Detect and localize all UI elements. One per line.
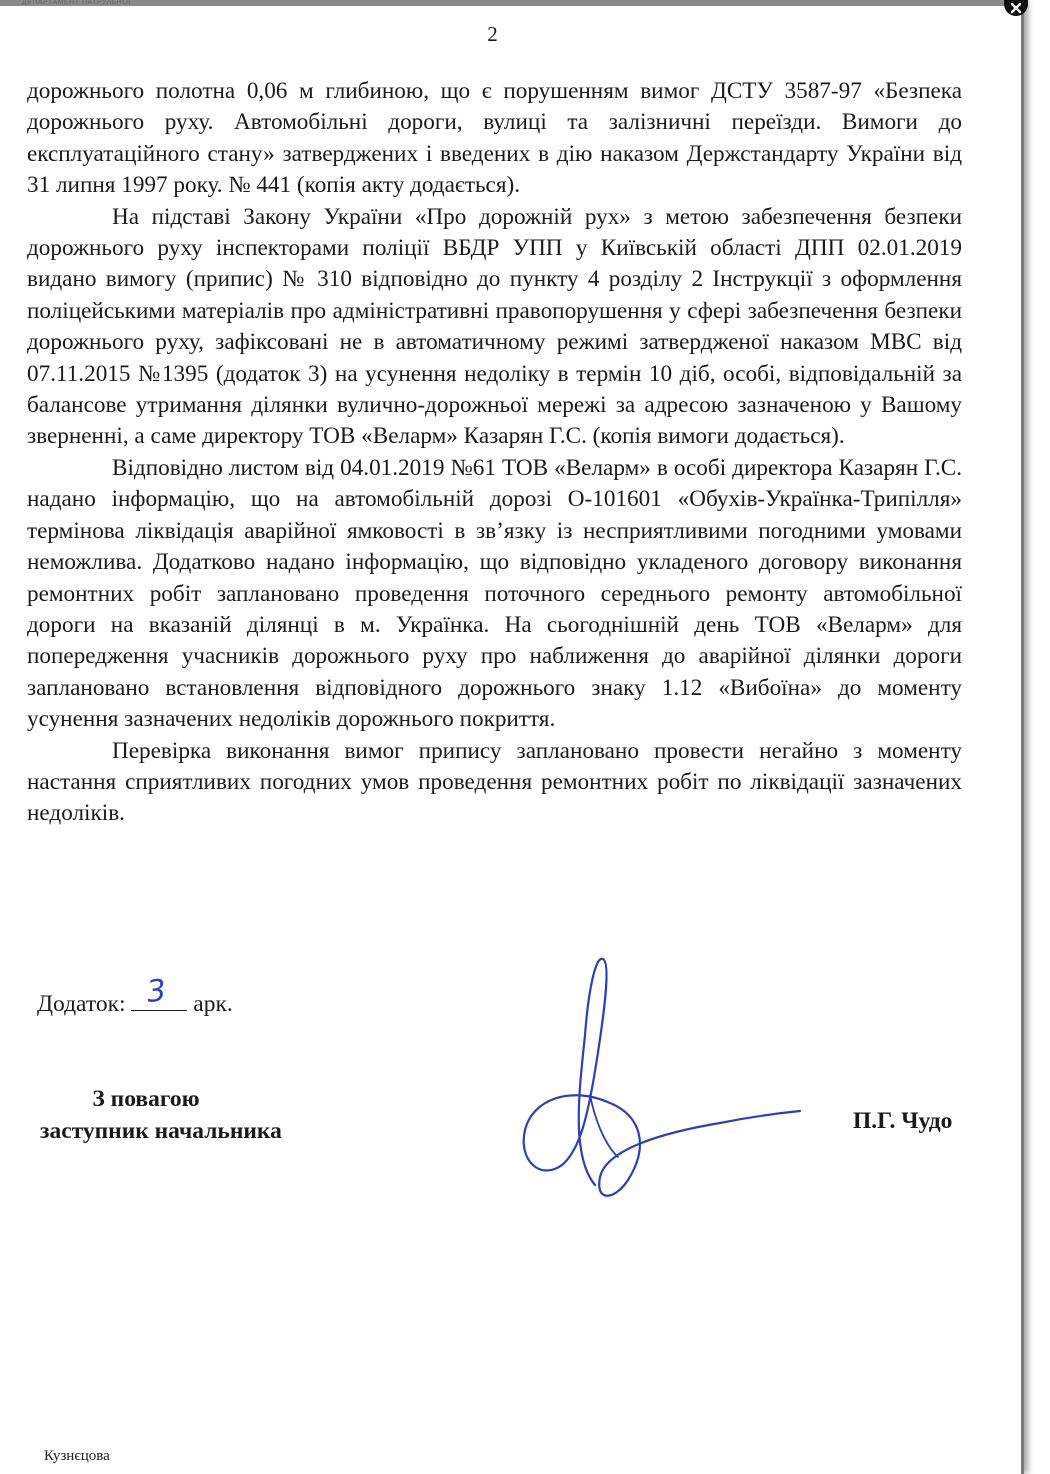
- closing-block: [40, 1083, 282, 1147]
- signer-name: П.Г. Чудо: [853, 1108, 953, 1134]
- signature-mark: [500, 945, 810, 1225]
- header-crumb: ДЕПАРТАМЕНТ ПАТРУЛЬНОЇ: [22, 0, 131, 6]
- close-icon: [1010, 2, 1022, 14]
- top-toolbar-strip: [0, 0, 1024, 6]
- page-number: 2: [487, 22, 498, 46]
- attachment-unit: арк.: [193, 991, 233, 1017]
- attachment-label: Додаток:: [37, 991, 126, 1017]
- attachment-count-blank: [131, 973, 187, 1011]
- paragraph-2: На підставі Закону України «Про дорожній рух» з метою забезпечення безпеки дорожнього руху інспекторами поліції ВБДР УПП у Київській області ДПП 02.01.2019 видано вимогу (припис) № 310 відповідно до пункту 4 розділу 2 Інструкції з оформлення поліцейськими матеріалів про адміністративні правопорушення у сфері забезпечення безпеки дорожнього руху, зафіксовані не в автоматичному режимі затвердженої наказом МВС від 07.11.2015 №1395 (додаток 3) на усунення недоліку в термін 10 діб, особі, відповідальній за балансове утримання ділянки вулично-дорожньої мережі за адресою зазначеною у Вашому зверненні, а саме директору ТОВ «Веларм» Казарян Г.С. (копія вимоги додається).: [27, 203, 962, 450]
- document-body: [27, 76, 962, 830]
- paragraph-3: Відповідно листом від 04.01.2019 №61 ТОВ «Веларм» в особі директора Казарян Г.С. надано інформацію, що на автомобільній дорозі О-101601 «Обухів-Українка-Трипілля» термінова ліквідація аварійної ямковості в зв’язку із несприятливими погодними умовами неможлива. Додатково надано інформацію, що відповідно укладеного договору виконання ремонтних робіт заплановано проведення поточного середнього ремонту автомобільної дороги на вказаній ділянці в м. Українка. На сьогоднішній день ТОВ «Веларм» для попередження учасників дорожнього руху про наближення до аварійної ділянки дороги заплановано встановлення відповідного дорожнього знаку 1.12 «Вибоїна» до моменту усунення зазначених недоліків дорожнього покриття.: [27, 454, 962, 733]
- attachment-count: 3: [145, 973, 169, 1010]
- attachment-line: [37, 973, 233, 1018]
- executor-name: Кузнєцова: [44, 1448, 110, 1464]
- paragraph-1: дорожнього полотна 0,06 м глибиною, що є порушенням вимог ДСТУ 3587-97 «Безпека дорожнього руху. Автомобільні дороги, вулиці та залізничні переїзди. Вимоги до експлуатаційного стану» затверджених і введених в дію наказом Держстандарту України від 31 липня 1997 року. № 441 (копія акту додається).: [27, 78, 962, 199]
- paragraph-4: Перевірка виконання вимог припису заплановано провести негайно з моменту настання сприятливих погодних умов проведення ремонтних робіт по ліквідації зазначених недоліків.: [27, 737, 962, 827]
- signer-position: заступник начальника: [40, 1118, 282, 1144]
- closing-regards: З повагою: [92, 1086, 200, 1112]
